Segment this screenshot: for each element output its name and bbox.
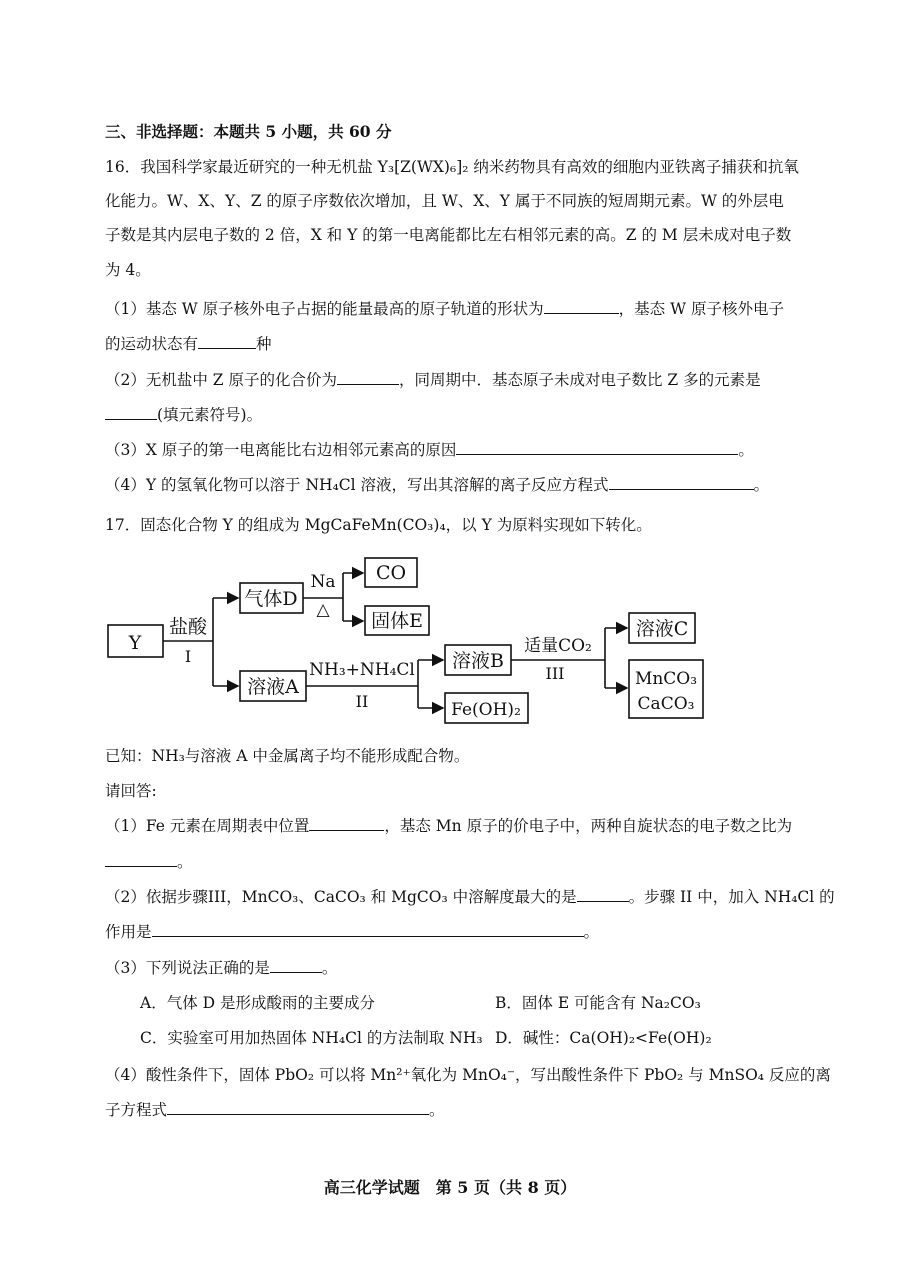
label-solution-C: 溶液C	[635, 618, 689, 640]
answer-blank[interactable]	[167, 1100, 429, 1115]
q17-p3-text-b: 。	[321, 959, 338, 977]
q17-p2-text-d: 。	[583, 923, 600, 941]
label-mnco3: MnCO₃	[634, 669, 698, 689]
q17-p1-text-c: 。	[177, 853, 193, 871]
q17-p2-text-c: 作用是	[105, 923, 152, 941]
q17-part-2-cont	[105, 920, 599, 942]
q16-p3-text-b: 。	[738, 441, 754, 459]
q16-p4-text-a: （4）Y 的氢氧化物可以溶于 NH₄Cl 溶液，写出其溶解的离子反应方程式	[105, 476, 609, 494]
page-footer: 高三化学试题 第 5 页（共 8 页）	[323, 1178, 577, 1197]
q16-p2-text-c: (填元素符号)。	[157, 406, 263, 424]
q16-p1-text-a: （1）基态 W 原子核外电子占据的能量最高的原子轨道的形状为	[105, 300, 544, 318]
q17-part-4: （4）酸性条件下，固体 PbO₂ 可以将 Mn²⁺氧化为 MnO₄⁻，写出酸性条件下 PbO₂ 与 MnSO₄ 反应的离	[105, 1066, 831, 1084]
q16-stem-line-2: 化能力。W、X、Y、Z 的原子序数依次增加，且 W、X、Y 属于不同族的短周期元素。W 的外层电	[105, 192, 784, 210]
q17-stem: 17．固态化合物 Y 的组成为 MgCaFeMn(CO₃)₄，以 Y 为原料实现如下转化。	[105, 516, 652, 534]
q17-answer-prompt: 请回答:	[105, 782, 157, 800]
answer-blank[interactable]	[198, 334, 256, 349]
q16-p2-text-a: （2）无机盐中 Z 原子的化合价为	[105, 371, 337, 389]
q17-part-1	[105, 814, 792, 836]
label-step-1: I	[184, 647, 192, 666]
q16-part-3	[105, 438, 754, 460]
q16-stem-line-3: 子数是其内层电子数的 2 倍，X 和 Y 的第一电离能都比左右相邻元素的高。Z 的 M 层未成对电子数	[105, 226, 792, 244]
answer-blank[interactable]	[152, 922, 584, 937]
label-feoh2: Fe(OH)₂	[451, 700, 521, 720]
q16-p1-text-d: 种	[256, 335, 272, 353]
answer-blank[interactable]	[456, 440, 738, 455]
q16-p2-text-b: ，同周期中．基态原子未成对电子数比 Z 多的元素是	[399, 371, 761, 389]
q17-p4-text-b: 子方程式	[105, 1101, 168, 1119]
label-CO: CO	[375, 562, 407, 584]
label-solution-B: 溶液B	[452, 650, 504, 672]
answer-blank[interactable]	[105, 405, 157, 420]
q16-part-1	[105, 297, 784, 319]
q17-p2-text-b: 。步骤 II 中，加入 NH₄Cl 的	[628, 888, 835, 906]
answer-blank[interactable]	[105, 852, 177, 867]
q17-p1-text-b: ，基态 Mn 原子的价电子中，两种自旋状态的电子数之比为	[384, 817, 793, 835]
q16-p1-text-b: ，基态 W 原子核外电子	[618, 300, 784, 318]
q17-p4-text-c: 。	[429, 1101, 445, 1119]
answer-blank[interactable]	[270, 958, 322, 973]
q17-part-2	[105, 885, 835, 907]
q16-p3-text-a: （3）X 原子的第一电离能比右边相邻元素高的原因	[105, 441, 457, 459]
answer-blank[interactable]	[309, 816, 384, 831]
answer-blank[interactable]	[544, 299, 619, 314]
label-heat: △	[316, 600, 330, 620]
label-reagent-II: NH₃+NH₄Cl	[309, 660, 415, 680]
q17-p1-text-a: （1）Fe 元素在周期表中位置	[105, 817, 310, 835]
process-flow-diagram	[105, 555, 715, 730]
q17-part-3	[105, 956, 337, 978]
label-hydrochloric-acid: 盐酸	[168, 616, 208, 638]
label-Na: Na	[310, 572, 336, 592]
option-C[interactable]: C．实验室可用加热固体 NH₄Cl 的方法制取 NH₃	[140, 1029, 483, 1047]
label-caco3: CaCO₃	[637, 694, 695, 714]
q17-part-1-cont	[105, 850, 193, 872]
answer-blank[interactable]	[337, 370, 399, 385]
q16-stem-line-1: 16．我国科学家最近研究的一种无机盐 Y₃[Z(WX)₆]₂ 纳米药物具有高效的细胞内亚铁离子捕获和抗氧	[105, 158, 799, 176]
label-gas-D: 气体D	[244, 588, 298, 610]
label-solution-A: 溶液A	[247, 676, 299, 698]
option-A[interactable]: A．气体 D 是形成酸雨的主要成分	[140, 994, 375, 1012]
label-Y: Y	[128, 632, 142, 654]
section-heading: 三、非选择题：本题共 5 小题，共 60 分	[105, 122, 392, 141]
label-co2: 适量CO₂	[524, 636, 592, 656]
q17-p2-text-a: （2）依据步骤III，MnCO₃、CaCO₃ 和 MgCO₃ 中溶解度最大的是	[105, 888, 577, 906]
q17-p3-text-a: （3）下列说法正确的是	[105, 959, 270, 977]
q16-part-2-cont	[105, 403, 262, 425]
q17-part-4-cont	[105, 1098, 445, 1120]
label-step-2: II	[355, 692, 369, 711]
q16-p1-text-c: 的运动状态有	[105, 335, 199, 353]
q16-part-1-cont	[105, 332, 272, 354]
option-B[interactable]: B．固体 E 可能含有 Na₂CO₃	[495, 994, 701, 1012]
option-D[interactable]: D．碱性：Ca(OH)₂<Fe(OH)₂	[495, 1029, 712, 1047]
q16-part-2	[105, 368, 761, 390]
answer-blank[interactable]	[609, 475, 754, 490]
q16-part-4	[105, 473, 769, 495]
q17-known: 已知：NH₃与溶液 A 中金属离子均不能形成配合物。	[105, 747, 470, 765]
label-step-3: III	[545, 664, 565, 683]
label-solid-E: 固体E	[371, 610, 423, 632]
answer-blank[interactable]	[577, 887, 629, 902]
q16-p4-text-b: 。	[753, 476, 770, 494]
q16-stem-line-4: 为 4。	[105, 261, 151, 279]
